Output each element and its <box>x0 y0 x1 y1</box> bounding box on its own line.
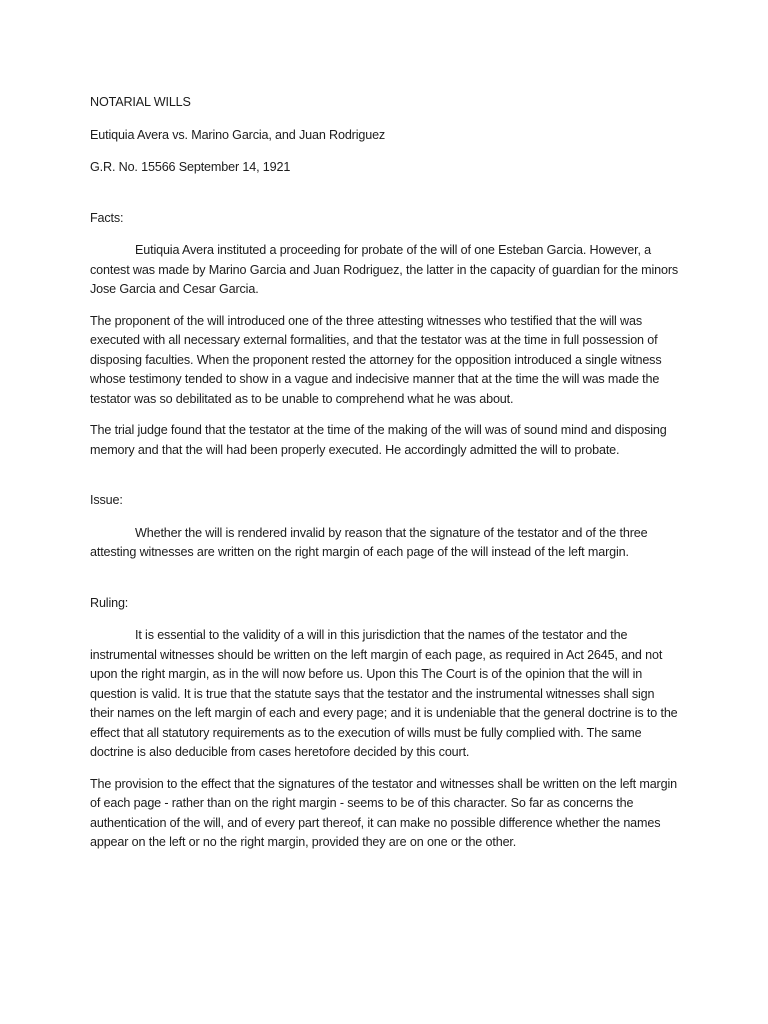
facts-heading: Facts: <box>90 210 124 225</box>
facts-paragraph: The proponent of the will introduced one of the three attesting witnesses who testified that the will was executed with all necessary external formalities, and that the testator was at the time in full possession of disposing faculties. When the proponent rested the attorney for the opposition introduced a single witness whose testimony tended to show in a vague and indecisive manner that at the time the will was made the testator was so debilitated as to be unable to comprehend what he was about. <box>90 313 662 406</box>
ruling-paragraph: The provision to the effect that the signatures of the testator and witnesses shall be written on the left margin of each page - rather than on the right margin - seems to be of this character. So far as concerns the authentication of the will, and of every part thereof, it can make no possible difference whether the names appear on the left or no the right margin, provided they are on one or the other. <box>90 776 677 849</box>
document-page <box>90 93 680 853</box>
facts-paragraph: The trial judge found that the testator at the time of the making of the will was of sound mind and disposing memory and that the will had been properly executed. He accordingly admitted the will to probate. <box>90 423 667 457</box>
ruling-paragraph: It is essential to the validity of a will in this jurisdiction that the names of the testator and the instrumental witnesses should be written on the left margin of each page, as required in Act 2645, and not upon the right margin, as in the will now before us. Upon this The Court is of the opinion that the will in question is valid. It is true that the statute says that the testator and the instrumental witnesses shall sign their names on the left margin of each and every page; and it is undeniable that the general doctrine is to the effect that all statutory requirements as to the execution of wills must be fully complied with. The same doctrine is also deducible from cases heretofore decided by this court. <box>90 628 678 759</box>
issue-heading: Issue: <box>90 493 123 507</box>
document-title: NOTARIAL WILLS <box>90 95 191 109</box>
ruling-heading: Ruling: <box>90 595 129 610</box>
case-name: Eutiquia Avera vs. Marino Garcia, and Juan Rodriguez <box>90 127 386 142</box>
facts-paragraph: Eutiquia Avera instituted a proceeding for probate of the will of one Esteban Garcia. However, a contest was made by Marino Garcia and Juan Rodriguez, the latter in the capacity of guardian for the minors Jose Garcia and Cesar Garcia. <box>90 243 679 296</box>
issue-paragraph: Whether the will is rendered invalid by reason that the signature of the testator and of the three attesting witnesses are written on the right margin of each page of the will instead of the left margin. <box>90 525 648 559</box>
gr-number: G.R. No. 15566 September 14, 1921 <box>90 160 291 174</box>
